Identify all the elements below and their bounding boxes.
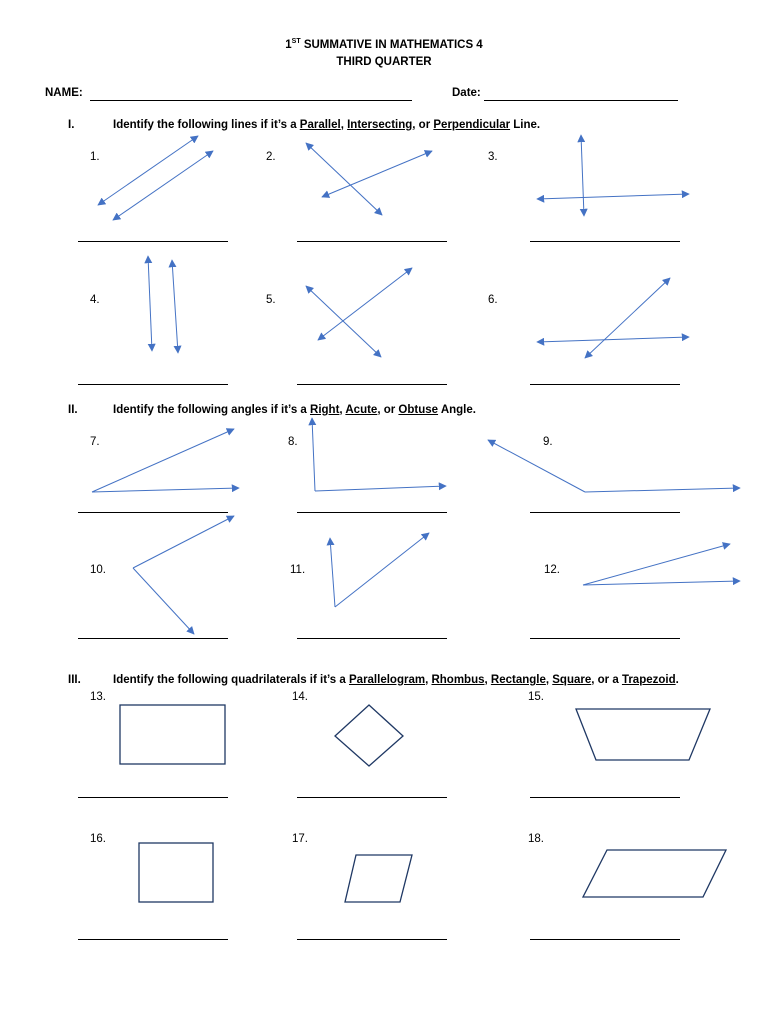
page-subtitle: THIRD QUARTER [336, 56, 432, 68]
figure-16-quadrilateral [139, 843, 213, 902]
option-parallelogram: Parallelogram [349, 674, 426, 686]
item-number: 8. [288, 436, 298, 448]
separator: , or a [591, 674, 622, 686]
item-number: 4. [90, 294, 100, 306]
figure-18-quadrilateral [583, 850, 726, 897]
figure-5-intersecting-lines [306, 268, 412, 357]
separator: , or [412, 119, 434, 131]
option-parallel: Parallel [299, 119, 341, 131]
option-square: Square [552, 674, 592, 686]
figure-13-quadrilateral [120, 705, 225, 764]
separator: , [484, 674, 491, 686]
instruction-end: Angle. [438, 404, 476, 416]
instruction-text: Identify the following quadrilaterals if it’s a [113, 674, 349, 686]
page-title: 1ST SUMMATIVE IN MATHEMATICS 4 [285, 38, 483, 51]
item-number: 10. [90, 564, 106, 576]
option-right: Right [310, 404, 340, 416]
figure-14-quadrilateral [335, 705, 403, 766]
figure-8-angle [312, 418, 446, 491]
instruction-end: Line. [510, 119, 541, 131]
item-number: 3. [488, 151, 498, 163]
figure-1-parallel-lines [98, 136, 213, 220]
figure-2-intersecting-lines [306, 143, 432, 215]
figure-11-angle [330, 533, 429, 607]
item-number: 13. [90, 691, 106, 703]
instruction-text: Identify the following lines if it’s a [113, 119, 300, 131]
name-label: NAME: [45, 87, 83, 99]
figure-10-angle [133, 516, 234, 634]
date-label: Date: [452, 87, 481, 99]
option-obtuse: Obtuse [398, 404, 439, 416]
separator: , [545, 674, 553, 686]
option-perpendicular: Perpendicular [433, 119, 511, 131]
item-number: 7. [90, 436, 100, 448]
item-number: 5. [266, 294, 276, 306]
figure-3-perpendicular-lines [537, 135, 689, 216]
item-number: 1. [90, 151, 100, 163]
separator: , or [377, 404, 399, 416]
instruction-text: Identify the following angles if it’s a [113, 404, 311, 416]
separator: , [425, 674, 432, 686]
option-intersecting: Intersecting [347, 119, 413, 131]
item-number: 18. [528, 833, 544, 845]
figure-12-angle [583, 544, 740, 585]
section-1-numeral: I. [68, 119, 75, 131]
option-acute: Acute [345, 404, 378, 416]
item-number: 16. [90, 833, 106, 845]
section-3-numeral: III. [68, 674, 81, 686]
item-number: 12. [544, 564, 560, 576]
option-rectangle: Rectangle [490, 674, 546, 686]
figure-9-angle [488, 440, 740, 492]
instruction-end: . [675, 674, 679, 686]
separator: , [339, 404, 346, 416]
option-trapezoid: Trapezoid [621, 674, 676, 686]
figure-7-angle [92, 429, 239, 492]
figure-15-quadrilateral [576, 709, 710, 760]
item-number: 17. [292, 833, 308, 845]
figure-6-intersecting-lines [537, 278, 689, 358]
item-number: 11. [290, 564, 306, 576]
section-2-numeral: II. [68, 404, 78, 416]
item-number: 2. [266, 151, 276, 163]
item-number: 6. [488, 294, 498, 306]
figure-17-quadrilateral [345, 855, 412, 902]
figure-4-parallel-lines [148, 256, 178, 353]
option-rhombus: Rhombus [431, 674, 485, 686]
item-number: 14. [292, 691, 308, 703]
item-number: 9. [543, 436, 553, 448]
item-number: 15. [528, 691, 544, 703]
separator: , [340, 119, 348, 131]
